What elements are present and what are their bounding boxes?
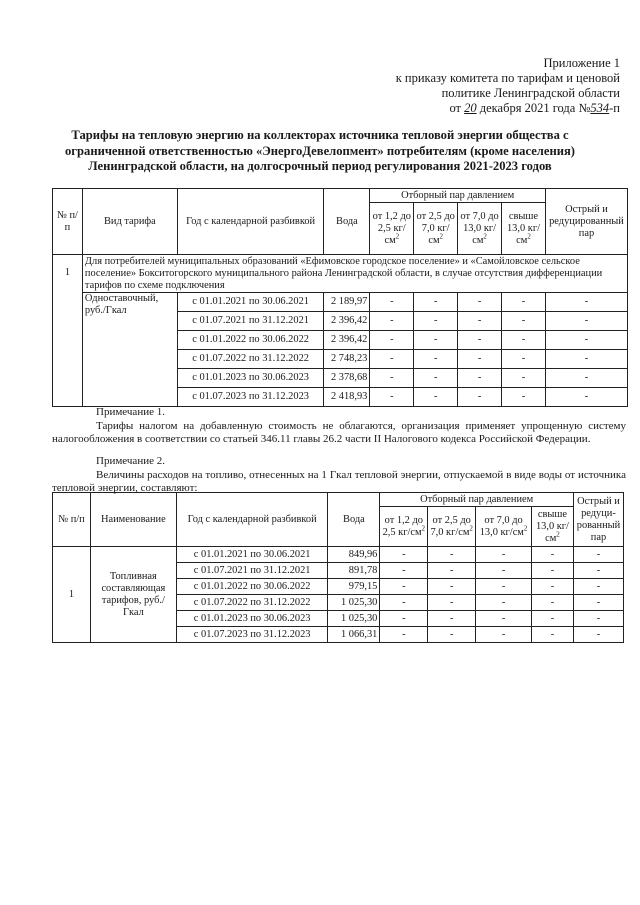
t2-p2: -	[428, 595, 476, 611]
t1-water: 2 396,42	[324, 312, 370, 331]
t1-water: 2 189,97	[324, 293, 370, 312]
t2-water: 849,96	[328, 547, 380, 563]
t1-p3: -	[458, 331, 502, 350]
t2-p2: -	[428, 547, 476, 563]
annex-date-day: 20	[464, 101, 477, 115]
t1-p1: -	[370, 369, 414, 388]
t1-p3: -	[458, 350, 502, 369]
annex-date-prefix: от	[449, 101, 462, 115]
t1-sharp: -	[545, 350, 627, 369]
t2-header-p1: от 1,2 до 2,5 $кг/см^2$	[380, 507, 428, 547]
t1-period: с 01.01.2021 по 30.06.2021	[177, 293, 324, 312]
t1-sharp: -	[545, 369, 627, 388]
t2-water: 1 025,30	[328, 611, 380, 627]
t1-tariff-type: Одноставочный, руб./Гкал	[82, 293, 177, 407]
t2-header-p3: от 7,0 до 13,0 $кг/см^2$	[476, 507, 532, 547]
t1-period: с 01.07.2022 по 31.12.2022	[177, 350, 324, 369]
document-title: Тарифы на тепловую энергию на коллекторах источника тепловой энергии общества с ограниченной ответственностью «ЭнергоДевелопмент» потребителям (кроме населения) Ленинградской области, на долгосрочный период регулирования 2021-2023 годов	[65, 128, 575, 173]
t2-p4: -	[531, 563, 573, 579]
t2-p2: -	[428, 627, 476, 643]
t1-p4: -	[502, 312, 546, 331]
t1-water: 2 748,23	[324, 350, 370, 369]
annex-date-line	[300, 101, 620, 116]
tariff-table	[52, 188, 628, 407]
t2-period: с 01.01.2023 по 30.06.2023	[176, 611, 328, 627]
annex-date-rest: декабря 2021 года №	[479, 101, 591, 115]
t2-water: 1 025,30	[328, 595, 380, 611]
t1-p2: -	[414, 369, 458, 388]
t1-header-water: Вода	[324, 189, 370, 255]
t2-header-sharp: Острый и редуци-рованный пар	[573, 493, 623, 547]
t1-header-p3: от 7,0 до 13,0 $кг/см^2$	[458, 203, 502, 255]
t2-water: 891,78	[328, 563, 380, 579]
t2-sharp: -	[573, 611, 623, 627]
t2-header-p4: свыше 13,0 $кг/см^2$	[531, 507, 573, 547]
t1-p3: -	[458, 293, 502, 312]
t1-group-desc: Для потребителей муниципальных образований «Ефимовское городское поселение» и «Самойловское сельское поселение» Бокситогорского муниципального района Ленинградской области, в случае отсутствия дифференциации тарифов по схеме подключения	[82, 255, 627, 293]
t1-p4: -	[502, 369, 546, 388]
annex-number-suffix: -п	[609, 101, 620, 115]
t1-header-steam: Отборный пар давлением	[370, 189, 546, 203]
t2-p1: -	[380, 595, 428, 611]
t2-p4: -	[531, 547, 573, 563]
t1-p2: -	[414, 331, 458, 350]
t2-p3: -	[476, 579, 532, 595]
t2-p1: -	[380, 579, 428, 595]
t2-header-name: Наименование	[90, 493, 176, 547]
t1-header-type: Вид тарифа	[82, 189, 177, 255]
t1-header-year: Год с календарной разбивкой	[177, 189, 324, 255]
t1-p1: -	[370, 350, 414, 369]
t1-header-num: № п/п	[53, 189, 83, 255]
t2-header-steam: Отборный пар давлением	[380, 493, 574, 507]
t1-p2: -	[414, 293, 458, 312]
t2-header-p2: от 2,5 до 7,0 $кг/см^2$	[428, 507, 476, 547]
t1-sharp: -	[545, 331, 627, 350]
annex-block	[300, 56, 620, 116]
t2-p3: -	[476, 611, 532, 627]
t2-sharp: -	[573, 547, 623, 563]
t1-sharp: -	[545, 312, 627, 331]
t2-sharp: -	[573, 579, 623, 595]
t2-water: 979,15	[328, 579, 380, 595]
t1-header-p1: от 1,2 до 2,5 $кг/см^2$	[370, 203, 414, 255]
note1-title: Примечание 1.	[96, 406, 165, 418]
t2-p4: -	[531, 595, 573, 611]
t1-p2: -	[414, 312, 458, 331]
note2-title: Примечание 2.	[96, 455, 165, 467]
t1-p3: -	[458, 369, 502, 388]
t1-header-p4: свыше 13,0 $кг/см^2$	[502, 203, 546, 255]
t2-period: с 01.01.2022 по 30.06.2022	[176, 579, 328, 595]
t2-header-year: Год с календарной разбивкой	[176, 493, 328, 547]
t1-header-sharp: Острый и редуцированный пар	[545, 189, 627, 255]
t2-sharp: -	[573, 595, 623, 611]
t2-p1: -	[380, 547, 428, 563]
t2-p1: -	[380, 627, 428, 643]
t2-p3: -	[476, 547, 532, 563]
annex-number: 534	[590, 101, 610, 115]
t1-sharp: -	[545, 388, 627, 407]
t2-sharp: -	[573, 563, 623, 579]
t2-p1: -	[380, 611, 428, 627]
t1-p3: -	[458, 388, 502, 407]
t1-period: с 01.07.2021 по 31.12.2021	[177, 312, 324, 331]
t2-p3: -	[476, 595, 532, 611]
note2-text: Величины расходов на топливо, отнесенных на 1 Гкал тепловой энергии, отпускаемой в виде воды от источника тепловой энергии, составляют:	[52, 469, 626, 494]
t2-period: с 01.07.2022 по 31.12.2022	[176, 595, 328, 611]
t2-p4: -	[531, 627, 573, 643]
t2-p4: -	[531, 579, 573, 595]
t1-p1: -	[370, 293, 414, 312]
annex-line-1: Приложение 1	[543, 56, 620, 70]
t1-group-num: 1	[53, 255, 83, 407]
annex-line-2: к приказу комитета по тарифам и ценовой	[395, 71, 620, 85]
t2-sharp: -	[573, 627, 623, 643]
t2-header-num: № п/п	[53, 493, 91, 547]
note1-text: Тарифы налогом на добавленную стоимость не облагаются, организация применяет упрощенную систему налогообложения в соответствии со статьей 346.11 главы 26.2 части II Налогового кодекса Российской Федерации.	[52, 420, 626, 445]
t2-period: с 01.01.2021 по 30.06.2021	[176, 547, 328, 563]
t2-period: с 01.07.2021 по 31.12.2021	[176, 563, 328, 579]
t1-period: с 01.01.2022 по 30.06.2022	[177, 331, 324, 350]
t2-name: Топливная составляющая тарифов, руб./Гкал	[90, 547, 176, 643]
t1-header-p2: от 2,5 до 7,0 $кг/см^2$	[414, 203, 458, 255]
t1-p2: -	[414, 388, 458, 407]
t1-p4: -	[502, 293, 546, 312]
annex-line-3: политике Ленинградской области	[441, 86, 620, 100]
t1-p3: -	[458, 312, 502, 331]
t1-water: 2 418,93	[324, 388, 370, 407]
t1-p1: -	[370, 388, 414, 407]
t2-p2: -	[428, 579, 476, 595]
fuel-table	[52, 492, 624, 643]
t1-water: 2 396,42	[324, 331, 370, 350]
t2-water: 1 066,31	[328, 627, 380, 643]
t1-p4: -	[502, 331, 546, 350]
t2-header-water: Вода	[328, 493, 380, 547]
t2-p3: -	[476, 563, 532, 579]
t1-sharp: -	[545, 293, 627, 312]
t1-p4: -	[502, 388, 546, 407]
t2-p4: -	[531, 611, 573, 627]
t2-period: с 01.07.2023 по 31.12.2023	[176, 627, 328, 643]
t1-water: 2 378,68	[324, 369, 370, 388]
t2-group-num: 1	[53, 547, 91, 643]
t1-p1: -	[370, 331, 414, 350]
t1-period: с 01.01.2023 по 30.06.2023	[177, 369, 324, 388]
t2-p2: -	[428, 563, 476, 579]
t1-p4: -	[502, 350, 546, 369]
t1-p1: -	[370, 312, 414, 331]
t1-p2: -	[414, 350, 458, 369]
t2-p2: -	[428, 611, 476, 627]
t1-period: с 01.07.2023 по 31.12.2023	[177, 388, 324, 407]
t2-p1: -	[380, 563, 428, 579]
t2-p3: -	[476, 627, 532, 643]
